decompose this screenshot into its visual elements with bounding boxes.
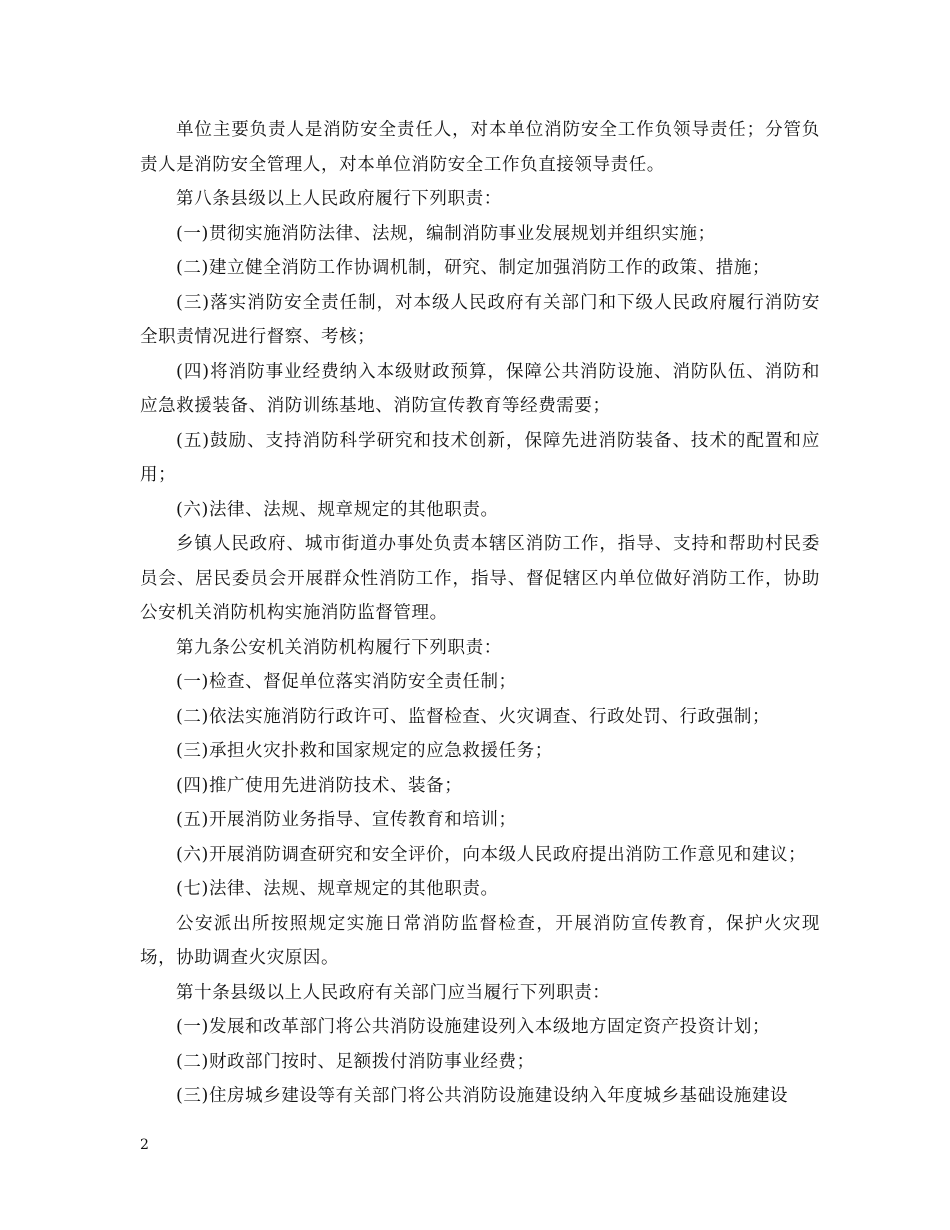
- paragraph: (三)落实消防安全责任制，对本级人民政府有关部门和下级人民政府履行消防安全职责情况进行督察、考核；: [140, 292, 820, 347]
- paragraph: (四)将消防事业经费纳入本级财政预算，保障公共消防设施、消防队伍、消防和应急救援装备、消防训练基地、消防宣传教育等经费需要；: [140, 361, 820, 416]
- paragraph: (一)贯彻实施消防法律、法规，编制消防事业发展规划并组织实施；: [176, 223, 716, 244]
- paragraph: 乡镇人民政府、城市街道办事处负责本辖区消防工作，指导、支持和帮助村民委员会、居民委员会开展群众性消防工作，指导、督促辖区内单位做好消防工作，协助公安机关消防机构实施消防监督管理。: [140, 534, 820, 623]
- article-8-heading: 第八条县级以上人民政府履行下列职责：: [176, 189, 502, 209]
- paragraph: (七)法律、法规、规章规定的其他职责。: [176, 879, 499, 899]
- paragraph: (一)发展和改革部门将公共消防设施建设列入本级地方固定资产投资计划；: [176, 1017, 771, 1037]
- paragraph: (五)鼓励、支持消防科学研究和技术创新，保障先进消防装备、技术的配置和应用；: [140, 430, 820, 485]
- paragraph: (六)法律、法规、规章规定的其他职责。: [176, 499, 499, 520]
- page-number: 2: [140, 1137, 149, 1153]
- paragraph: (三)住房城乡建设等有关部门将公共消防设施建设纳入年度城乡基础设施建设: [176, 1086, 789, 1106]
- paragraph: (二)财政部门按时、足额拨付消防事业经费；: [176, 1051, 535, 1072]
- article-10-heading: 第十条县级以上人民政府有关部门应当履行下列职责：: [176, 982, 611, 1003]
- paragraph: (五)开展消防业务指导、宣传教育和培训；: [176, 810, 517, 830]
- paragraph: (一)检查、督促单位落实消防安全责任制；: [176, 672, 517, 692]
- paragraph: (四)推广使用先进消防技术、装备；: [176, 775, 463, 796]
- article-9-heading: 第九条公安机关消防机构履行下列职责：: [176, 637, 502, 658]
- paragraph: (六)开展消防调查研究和安全评价，向本级人民政府提出消防工作意见和建议；: [176, 844, 807, 865]
- document-body: [140, 113, 820, 1114]
- paragraph: (二)依法实施消防行政许可、监督检查、火灾调查、行政处罚、行政强制；: [176, 706, 771, 727]
- paragraph: 公安派出所按照规定实施日常消防监督检查，开展消防宣传教育，保护火灾现场，协助调查火灾原因。: [140, 913, 820, 968]
- paragraph: (三)承担火灾扑救和国家规定的应急救援任务；: [176, 741, 553, 761]
- paragraph: (二)建立健全消防工作协调机制，研究、制定加强消防工作的政策、措施；: [176, 258, 771, 278]
- paragraph: 单位主要负责人是消防安全责任人，对本单位消防安全工作负领导责任；分管负责人是消防安全管理人，对本单位消防安全工作负直接领导责任。: [140, 120, 820, 175]
